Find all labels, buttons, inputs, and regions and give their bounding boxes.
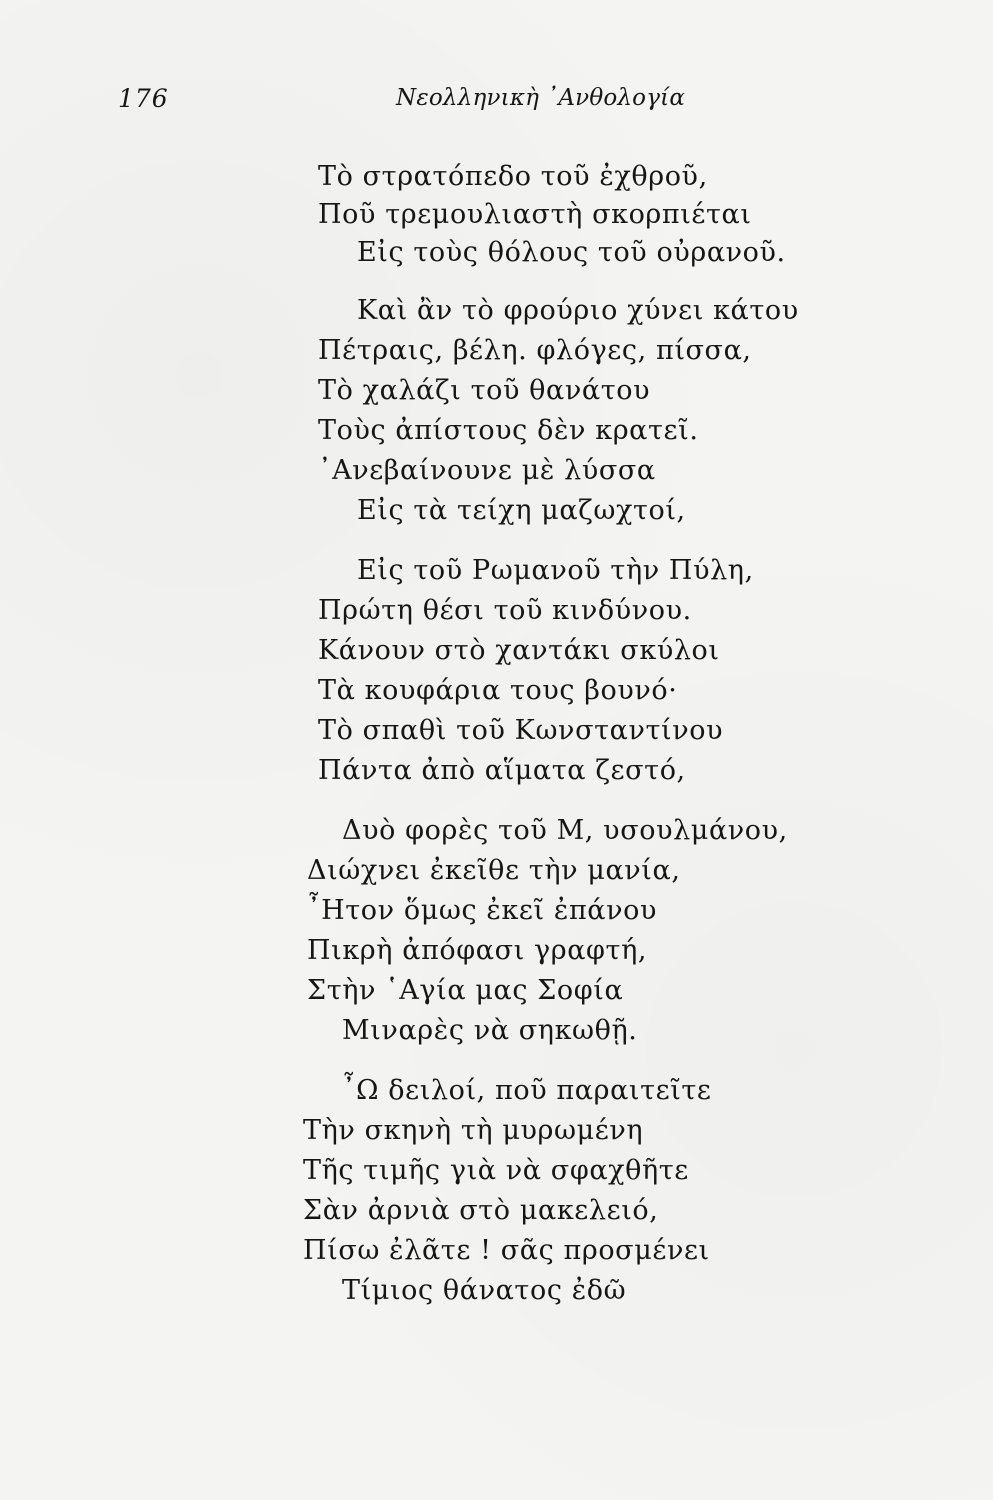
poem-line: Τῆς τιμῆς γιὰ νὰ σφαχθῆτε: [303, 1155, 689, 1186]
poem-line: Δυὸ φορὲς τοῦ Μ, υσουλμάνου,: [342, 815, 788, 846]
page-number: 176: [118, 84, 169, 113]
poem-line: Τὸ χαλάζι τοῦ θανάτου: [318, 375, 651, 406]
poem-line: Πάντα ἀπὸ αἵματα ζεστό,: [318, 755, 686, 786]
poem-line: Εἰς τοὺς θόλους τοῦ οὐρανοῦ.: [357, 237, 786, 268]
poem-line: Τίμιος θάνατος ἐδῶ: [342, 1275, 627, 1306]
poem-line: Τοὺς ἀπίστους δὲν κρατεῖ.: [318, 415, 699, 446]
poem-line: Εἰς τὰ τείχη μαζωχτοί,: [357, 495, 686, 526]
poem-line: Εἰς τοῦ Ρωμανοῦ τὴν Πύλη,: [357, 555, 754, 586]
running-head-title: Νεολληνικὴ ᾿Ανθολογία: [396, 85, 686, 111]
poem-line: ᾿Ανεβαίνουνε μὲ λύσσα: [318, 455, 656, 486]
poem-line: Τὴν σκηνὴ τὴ μυρωμένη: [303, 1115, 644, 1146]
poem-line: Μιναρὲς νὰ σηκωθῇ.: [342, 1015, 638, 1046]
poem-line: Ποῦ τρεμουλιαστὴ σκορπιέται: [318, 199, 752, 230]
poem-line: Πρώτη θέσι τοῦ κινδύνου.: [318, 595, 692, 626]
poem-line: Πικρὴ ἀπόφασι γραφτή,: [307, 935, 648, 966]
poem-line: Τὸ στρατόπεδο τοῦ ἐχθροῦ,: [318, 161, 708, 192]
poem-line: Στὴν ῾Αγία μας Σοφία: [307, 975, 624, 1006]
poem-line: Καὶ ἂν τὸ φρούριο χύνει κάτου: [357, 295, 799, 326]
poem-line: Διώχνει ἐκεῖθε τὴν μανία,: [307, 855, 681, 886]
poem-line: Πέτραις, βέλη. φλόγες, πίσσα,: [318, 335, 752, 366]
poem-line: Τὸ σπαθὶ τοῦ Κωνσταντίνου: [318, 715, 724, 746]
poem-line: Κάνουν στὸ χαντάκι σκύλοι: [318, 635, 720, 666]
poem-line: Πίσω ἐλᾶτε ! σᾶς προσμένει: [303, 1235, 710, 1266]
poem-line: Τὰ κουφάρια τους βουνό·: [318, 675, 678, 706]
poem-line: Σὰν ἀρνιὰ στὸ μακελειό,: [303, 1195, 659, 1226]
poem-line: ῏Ητον ὅμως ἐκεῖ ἐπάνου: [307, 895, 658, 926]
poem-line: ῏Ω δειλοί, ποῦ παραιτεῖτε: [342, 1075, 712, 1106]
